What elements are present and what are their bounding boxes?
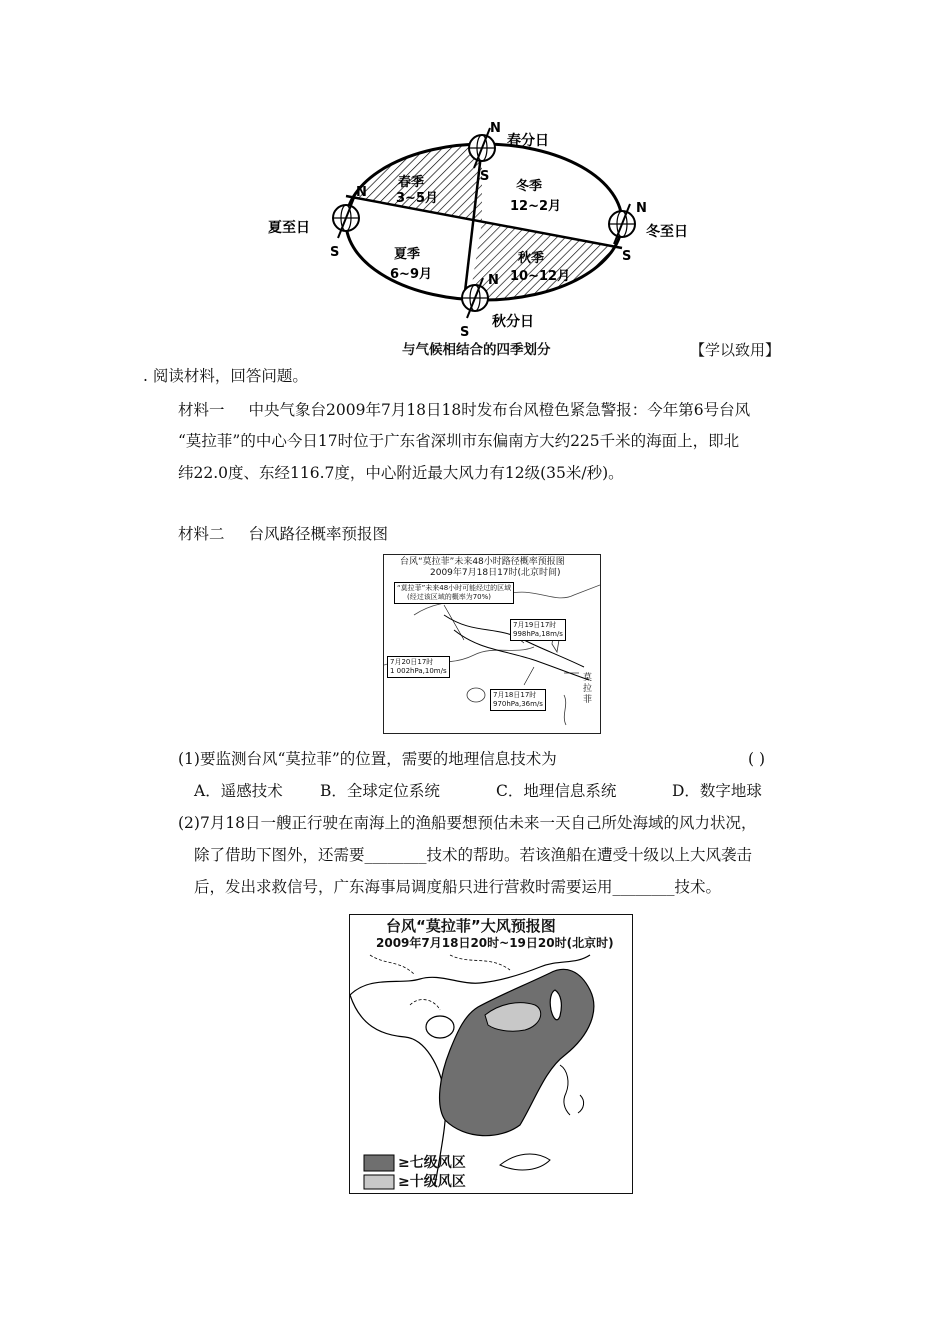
q1-answer-paren: ( ) — [748, 750, 766, 768]
orbit-figure-caption: 与气候相结合的四季划分 — [402, 342, 551, 358]
summer-months: 6~9月 — [390, 267, 432, 282]
track-box-18: 7月18日17时 970hPa,36m/s — [490, 689, 546, 711]
legend-level7-label: ≥七级风区 — [398, 1155, 466, 1171]
summer-solstice-label: 夏至日 — [268, 220, 310, 236]
question-intro: . 阅读材料，回答问题。 — [143, 367, 308, 385]
track-map — [383, 554, 601, 734]
s-label: S — [460, 325, 470, 340]
s-label: S — [480, 169, 490, 184]
spring-region — [348, 118, 482, 222]
q1-option-d: D．数字地球 — [672, 782, 762, 800]
n-label: N — [356, 185, 367, 200]
track-box-19: 7月19日17时 998hPa,18m/s — [510, 619, 566, 641]
globe-winter-solstice — [609, 204, 635, 244]
s-label: S — [330, 245, 340, 260]
section-tag: 【学以致用】 — [690, 341, 781, 359]
track-map-note: “莫拉菲”未来48小时可能经过的区域 (经过该区域的概率为70%) — [394, 582, 514, 604]
wind-map-title2: 2009年7月18日20时~19日20时(北京时) — [376, 936, 614, 950]
spring-months: 3~5月 — [396, 191, 438, 206]
q2-line3: 后，发出求救信号，广东海事局调度船只进行营救时需要运用________技术。 — [194, 878, 722, 896]
q1-option-b: B．全球定位系统 — [320, 782, 440, 800]
winter-name: 冬季 — [516, 179, 543, 194]
track-map-title1: 台风“莫拉菲”未来48小时路径概率预报图 — [400, 557, 565, 567]
autumn-equinox-label: 秋分日 — [492, 314, 534, 330]
globe-summer-solstice — [333, 198, 359, 238]
n-label: N — [490, 121, 501, 136]
spring-name: 春季 — [398, 175, 425, 190]
track-map-title2: 2009年7月18日17时(北京时间) — [430, 568, 561, 578]
autumn-months: 10~12月 — [510, 269, 571, 284]
spring-equinox-label: 春分日 — [507, 133, 549, 149]
q2-line1: (2)7月18日一艘正行驶在南海上的渔船要想预估未来一天自己所处海域的风力状况， — [178, 814, 757, 832]
q1-option-a: A．遥感技术 — [194, 782, 283, 800]
wind-map-title1: 台风“莫拉菲”大风预报图 — [386, 917, 556, 935]
material1-line2: “莫拉菲”的中心今日17时位于广东省深圳市东偏南方大约225千米的海面上，即北 — [178, 432, 740, 450]
s-label: S — [622, 249, 632, 264]
level7-wind-region — [440, 969, 594, 1135]
winter-months: 12~2月 — [510, 199, 562, 214]
n-label: N — [488, 273, 499, 288]
summer-name: 夏季 — [394, 247, 421, 262]
legend-level10-label: ≥十级风区 — [398, 1174, 466, 1190]
track-box-20: 7月20日17时 1 002hPa,10m/s — [387, 656, 450, 678]
material2-title: 材料二 台风路径概率预报图 — [178, 525, 389, 543]
wind-map — [349, 914, 633, 1194]
q1-stem: (1)要监测台风“莫拉菲”的位置，需要的地理信息技术为 — [178, 750, 557, 768]
q1-option-c: C．地理信息系统 — [496, 782, 617, 800]
material1-line3: 纬22.0度、东经116.7度，中心附近最大风力有12级(35米/秒)。 — [178, 464, 624, 482]
winter-solstice-label: 冬至日 — [646, 224, 688, 240]
material1-line1: 材料一 中央气象台2009年7月18日18时发布台风橙色紧急警报：今年第6号台风 — [178, 401, 751, 419]
n-label: N — [636, 201, 647, 216]
orbit-figure — [260, 118, 710, 356]
typhoon-name-label: 莫拉菲 — [583, 673, 593, 705]
q2-line2: 除了借助下图外，还需要________技术的帮助。若该渔船在遭受十级以上大风袭击 — [194, 846, 753, 864]
autumn-name: 秋季 — [518, 251, 545, 266]
